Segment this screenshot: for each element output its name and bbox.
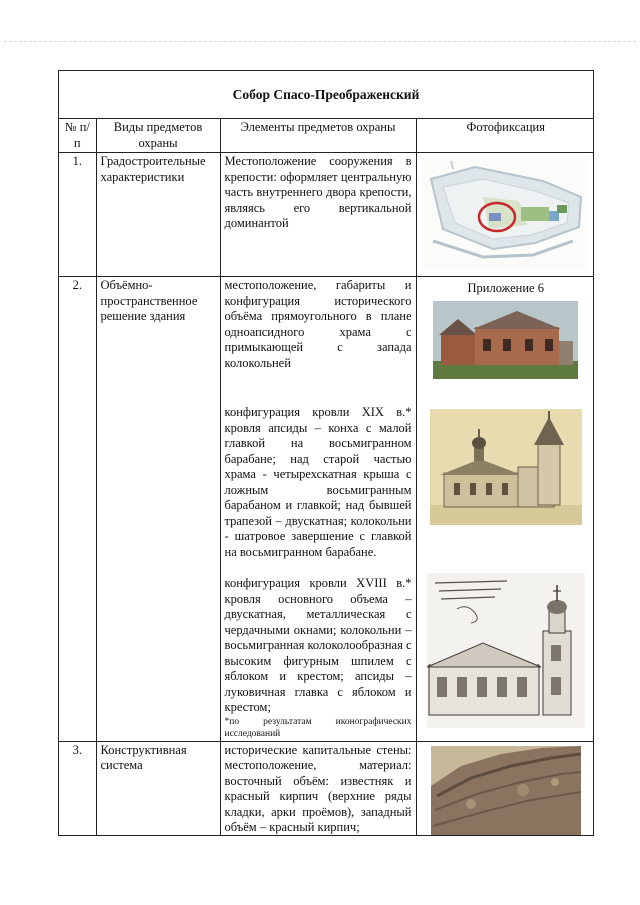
table-row bbox=[59, 153, 594, 277]
document-table-frame bbox=[58, 70, 594, 836]
historic-drawing-icon bbox=[427, 573, 585, 728]
document-title: Собор Спасо-Преображенский bbox=[59, 71, 593, 119]
row-type: Градостроительные характеристики bbox=[96, 153, 220, 277]
row-type: Объёмно-пространственное решение здания bbox=[96, 277, 220, 742]
row-number: 2. bbox=[59, 277, 96, 742]
row-elements-roof-19c: конфигурация кровли XIX в.* кровля апсиды – конха с малой главкой на восьмигранном барабане; над старой частью храма - четырехскатная крыша с ложным восьмигранным барабаном и главкой; над бывшей трапезой – двускатная; колокольни - шатровое завершение с главкой на восьмигранном барабане. bbox=[224, 405, 412, 559]
row-number: 1. bbox=[59, 153, 96, 277]
photo-cell bbox=[416, 277, 594, 742]
photo-cell bbox=[416, 741, 594, 836]
page-top-rule bbox=[4, 41, 636, 42]
masonry-wall-photo-icon bbox=[431, 746, 581, 837]
row-elements-volume: местоположение, габариты и конфигурация исторического объёма прямоугольного в плане одноапсидного храма с примыкающей с запада колокольней bbox=[224, 278, 412, 370]
table-row bbox=[59, 741, 594, 836]
protection-table bbox=[59, 119, 594, 836]
footnote: *по результатам иконографических исследований bbox=[224, 716, 412, 739]
header-elements: Элементы предметов охраны bbox=[220, 119, 416, 153]
row-elements-roof-18c: конфигурация кровли XVIII в.* кровля основного объема – двускатная, металлическая с чердачными окнами; колокольни – восьмигранная колоколообразная с высоким фигурным шпилем с яблоком и крестом; апсиды – луковичная главка с яблоком и крестом; bbox=[224, 576, 412, 714]
header-photo: Фотофиксация bbox=[416, 119, 594, 153]
row-elements-group bbox=[220, 277, 416, 742]
photo-cell bbox=[416, 153, 594, 277]
church-photo-icon bbox=[433, 301, 578, 379]
historic-church-photo-icon bbox=[430, 409, 582, 525]
row-elements: исторические капитальные стены: местоположение, материал: восточный объём: известняк и красный кирпич (верхние ряды кладки, арки проёмов), западный объём – красный кирпич; bbox=[220, 741, 416, 836]
row-number: 3. bbox=[59, 741, 96, 836]
table-header-row bbox=[59, 119, 594, 153]
header-num: № п/п bbox=[59, 119, 96, 153]
site-plan-map-icon bbox=[423, 157, 588, 269]
header-types: Виды предметов охраны bbox=[96, 119, 220, 153]
appendix-label: Приложение 6 bbox=[467, 281, 544, 295]
row-type: Конструктивная система bbox=[96, 741, 220, 836]
row-elements: Местоположение сооружения в крепости: оформляет центральную часть внутреннего двора крепости, являясь его вертикальной доминантой bbox=[220, 153, 416, 277]
table-row bbox=[59, 277, 594, 742]
